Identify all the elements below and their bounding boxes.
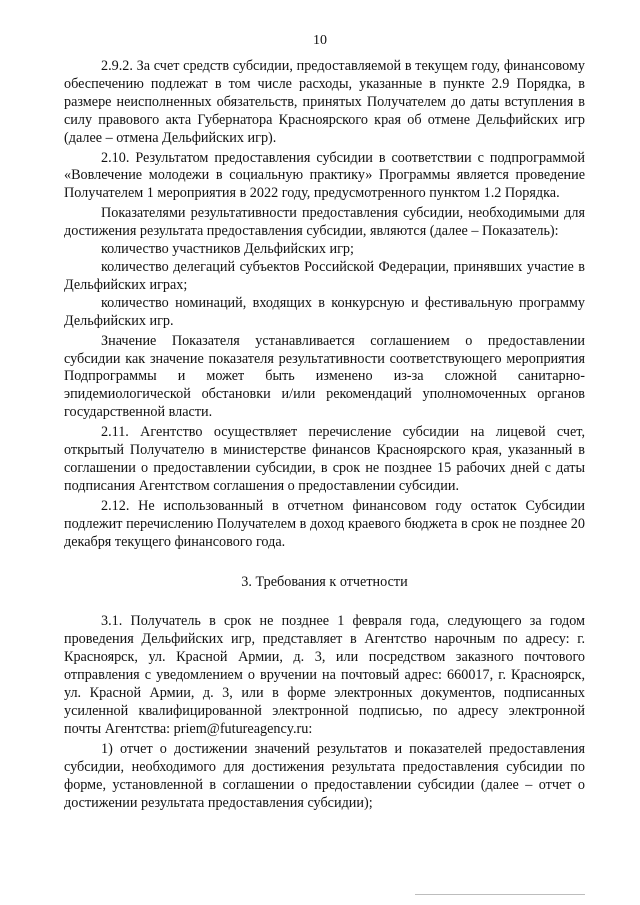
paragraph-2-10: 2.10. Результатом предоставления субсидии в соответствии с подпрограммой «Вовлечение молодежи в социальную практику» Программы является проведение Получателем 1 мероприятия в 2022 году, предусмотренного пунктом 1.2 Порядка. xyxy=(64,149,585,202)
paragraph-2-12: 2.12. Не использованный в отчетном финансовом году остаток Субсидии подлежит перечислению Получателем в доход краевого бюджета в срок не позднее 20 декабря текущего финансового года. xyxy=(64,497,585,550)
paragraph-3-1-item-1: 1) отчет о достижении значений результатов и показателей предоставления субсидии, необходимого для достижения результата предоставления субсидии по форме, установленной в соглашении о предоставлении субсидии (далее – отчет о достижении результата предоставления субсидии); xyxy=(64,740,585,811)
paragraph-indicator-participants: количество участников Дельфийских игр; xyxy=(101,241,354,258)
document-body xyxy=(64,58,585,812)
paragraph-indicators-intro: Показателями результативности предоставления субсидии, необходимыми для достижения результата предоставления субсидии, являются (далее – Показатель): xyxy=(64,205,585,240)
paragraph-2-11: 2.11. Агентство осуществляет перечисление субсидии на лицевой счет, открытый Получателю в министерстве финансов Красноярского края, указанный в соглашении о предоставлении субсидии, в срок не позднее 15 рабочих дней с даты подписания Агентством соглашения о предоставлении субсидии. xyxy=(64,424,585,494)
paragraph-3-1: 3.1. Получатель в срок не позднее 1 февраля года, следующего за годом проведения Дельфийских игр, представляет в Агентство нарочным по адресу: г. Красноярск, ул. Красной Армии, д. 3, или посредством заказного почтового отправления с уведомлением о вручении на почтовый адрес: 660017, г. Красноярск, ул. Красной Армии, д. 3, или в форме электронных документов, подписанных усиленной квалифицированной электронной подписью, по адресу электронной почты Агентства: priem@futureagency.ru: xyxy=(64,613,585,737)
paragraph-indicator-delegations: количество делегаций субъектов Российской Федерации, принявших участие в Дельфийских играх; xyxy=(64,258,585,293)
paragraph-indicator-nominations: количество номинаций, входящих в конкурсную и фестивальную программу Дельфийских игр. xyxy=(64,294,585,329)
paragraph-indicator-value: Значение Показателя устанавливается соглашением о предоставлении субсидии как значение показателя результативности соответствующего мероприятия Подпрограммы и может быть изменено из-за сложной санитарно-эпидемиологической обстановки и/или рекомендаций уполномоченных органов государственной власти. xyxy=(64,332,585,421)
section-heading-reporting: 3. Требования к отчетности xyxy=(241,574,408,591)
page-number: 10 xyxy=(313,33,327,48)
paragraph-2-9-2: 2.9.2. За счет средств субсидии, предоставляемой в текущем году, финансовому обеспечению подлежат в том числе расходы, указанные в пункте 2.9 Порядка, в размере неисполненных обязательств, принятых Получателем до даты вступления в силу правового акта Губернатора Красноярского края об отмене Дельфийских игр (далее – отмена Дельфийских игр). xyxy=(64,58,585,146)
scan-artifact-line xyxy=(415,894,585,895)
